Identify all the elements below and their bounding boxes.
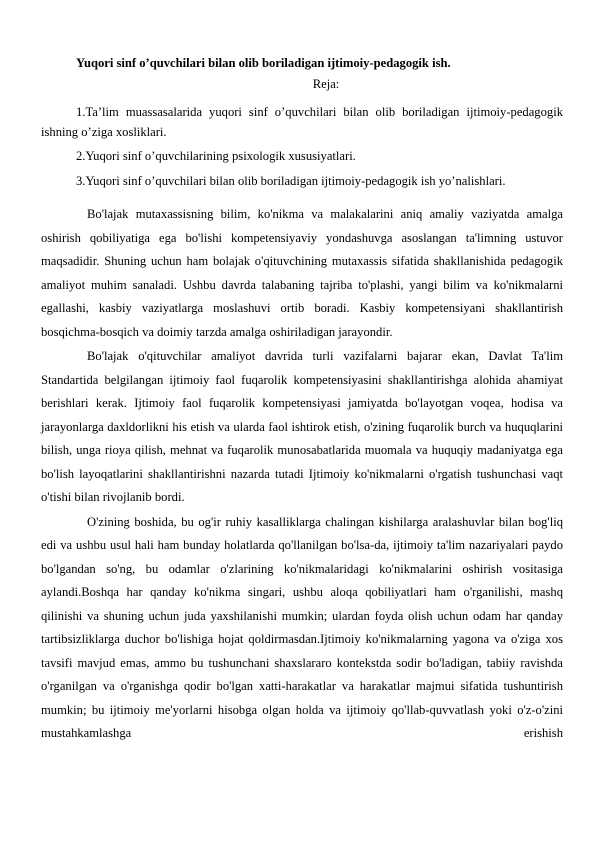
document-title: Yuqori sinf o’quvchilari bilan olib boriladigan ijtimoiy-pedagogik ish.	[76, 56, 451, 70]
paragraph-3: O'zining boshida, bu og'ir ruhiy kasalliklarga chalingan kishilarga aralashuvlar bilan bog'liq edi va ushbu usul hali ham bunday holatlarda qo'llanilgan bo'lsa-da, ijtimoiy ta'lim nazariyalari paydo bo'lgandan so'ng, bu odamlar o'zlarining ko'nikmalaridagi ko'nikmalarini oshirish vositasiga aylandi.Boshqa har qanday ko'nikma singari, ushbu aloqa qobiliyatlari ham o'rganilishi, mashq qilinishi va shuning uchun juda yaxshilanishi mumkin; ulardan foyda olish uchun odam har qanday tartibsizliklarga duchor bo'lishiga hojat qoldirmasdan.Ijtimoiy ko'nikmalarning yagona va o'ziga xos tavsifi mavjud emas, ammo bu tushunchani shaxslararo kontekstda sodir bo'ladigan, tabiiy ravishda o'rganilgan va o'rganishga qodir bo'lgan xatti-harakatlar va harakatlar majmui sifatida tushuntirish mumkin; bu ijtimoiy me'yorlarni hisobga olgan holda va ijtimoiy qo'llab-quvvatlash yoki o'z-o'zini mustahkamlashga erishish	[41, 514, 563, 740]
paragraph-1: Bo'lajak mutaxassisning bilim, ko'nikma va malakalarini aniq amaliy vaziyatda amalga oshirish qobiliyatiga ega bo'lishi kompetensiyaviy yondashuvga asoslangan ta'limning ustuvor maqsadidir. Shuning uchun ham bolajak o'qituvchining mutaxassis sifatida shakllanishida pedagogik amaliyot muhim sanaladi. Ushbu davrda talabaning tajriba to'plashi, yangi bilim va ko'nikmalarni egallashi, kasbiy vaziyatlarga moslashuvi ortib boradi. Kasbiy kompetensiyani shakllantirish bosqichma-bosqich va doimiy tarzda amalga oshiriladigan jarayondir.	[41, 207, 563, 339]
plan-item-1: 1.Ta’lim muassasalarida yuqori sinf o’quvchilari bilan olib boriladigan ijtimoiy-pedagogik ishning o’ziga xosliklari.	[41, 105, 563, 139]
plan-item-3: 3.Yuqori sinf o’quvchilari bilan olib boriladigan ijtimoiy-pedagogik ish yo’nalishlari.	[76, 174, 506, 188]
paragraph-2: Bo'lajak o'qituvchilar amaliyot davrida turli vazifalarni bajarar ekan, Davlat Ta'lim Standartida belgilangan ijtimoiy faol fuqarolik kompetensiyasini shakllantirishga alohida ahamiyat berishlari kerak. Ijtimoiy faol fuqarolik kompetensiyasi jamiyatda bo'layotgan voqea, hodisa va jarayonlarga daxldorlikni his etish va ularda faol ishtirok etish, o'zining fuqarolik burch va huquqlarini bilish, unga rioya qilish, mehnat va fuqarolik munosabatlarida muomala va huquqiy madaniyatga ega bo'lish layoqatlarini shakllantirishni nazarda tutadi Ijtimoiy ko'nikmalarni o'rgatish tushunchasi vaqt o'tishi bilan rivojlanib bordi.	[41, 349, 563, 504]
plan-item	[41, 147, 563, 167]
plan-item	[41, 172, 563, 192]
plan-item	[41, 103, 563, 142]
document-body	[41, 203, 563, 746]
plan-heading: Reja:	[312, 77, 340, 91]
plan-item-2: 2.Yuqori sinf o’quvchilarining psixologik xususiyatlari.	[76, 149, 356, 163]
